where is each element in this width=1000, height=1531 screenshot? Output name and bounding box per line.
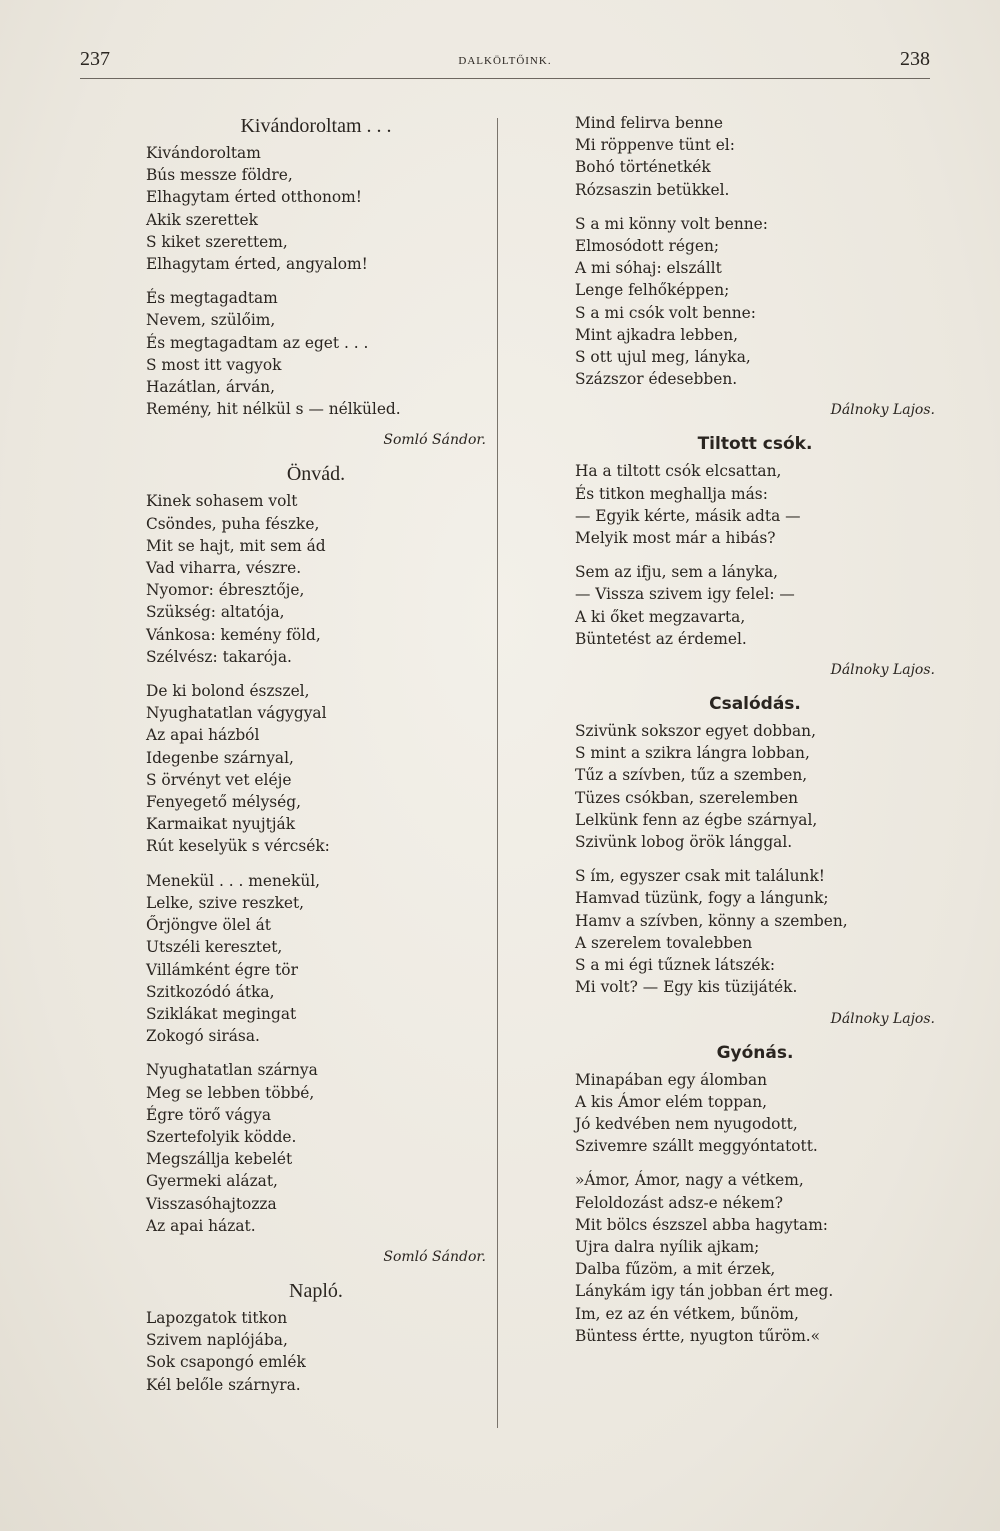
verse-line: Őrjöngve ölel át: [146, 916, 271, 935]
verse-line: Karmaikat nyujtják: [146, 815, 296, 834]
verse-line: »Ámor, Ámor, nagy a vétkem,: [575, 1171, 804, 1190]
stanza: [146, 870, 486, 1048]
verse-line: Sem az ifju, sem a lányka,: [575, 563, 779, 582]
verse-line: Megszállja kebelét: [146, 1150, 293, 1169]
verse-line: — Egyik kérte, másik adta —: [575, 506, 801, 525]
stanza: [575, 720, 935, 853]
stanza: [146, 680, 486, 858]
verse-line: A szerelem tovalebben: [575, 933, 753, 952]
poem-gyonas: [575, 1039, 935, 1347]
poem-title: Kivándoroltam . . .: [240, 115, 392, 137]
verse-line: Csöndes, puha fészke,: [146, 514, 320, 533]
poem-continued: [575, 112, 935, 420]
verse-line: Remény, hit nélkül s — nélküled.: [146, 400, 401, 419]
verse-line: Lelkünk fenn az égbe szárnyal,: [575, 810, 818, 829]
verse-line: Ujra dalra nyílik ajkam;: [575, 1237, 760, 1256]
verse-line: Nevem, szülőim,: [146, 311, 276, 330]
verse-line: De ki bolond észszel,: [146, 682, 310, 701]
stanza: [146, 142, 486, 275]
verse-line: Lenge felhőképpen;: [575, 281, 730, 300]
verse-line: Vad viharra, vészre.: [146, 559, 302, 578]
stanza: [146, 490, 486, 668]
verse-line: Büntetést az érdemel.: [575, 629, 747, 648]
poem-title: Tiltott csók.: [697, 434, 813, 455]
poem-author: Dálnoky Lajos.: [830, 662, 935, 679]
poem-title: Csalódás.: [709, 694, 801, 715]
verse-line: Idegenbe szárnyal,: [146, 748, 294, 767]
poem-title: Önvád.: [286, 463, 346, 486]
page-number-left: 237: [80, 48, 110, 70]
running-title: DALKÖLTŐINK.: [458, 55, 552, 67]
verse-line: Mind felirva benne: [575, 114, 723, 132]
verse-line: Akik szerettek: [146, 210, 258, 229]
verse-line: Jó kedvében nem nyugodott,: [575, 1114, 798, 1133]
verse-line: S a mi könny volt benne:: [575, 214, 768, 233]
column-divider: [497, 118, 498, 1428]
verse-line: S kiket szerettem,: [146, 232, 288, 251]
poem-onvad: [146, 460, 486, 1267]
verse-line: Lánykám igy tán jobban ért meg.: [575, 1282, 834, 1301]
verse-line: Melyik most már a hibás?: [575, 529, 776, 548]
right-column: [575, 112, 935, 1359]
stanza: [575, 1169, 935, 1347]
poem-title: Gyónás.: [716, 1042, 794, 1063]
verse-line: A kis Ámor elém toppan,: [575, 1092, 768, 1111]
verse-line: Ha a tiltott csók elcsattan,: [575, 462, 782, 481]
verse-line: S örvényt vet eléje: [146, 770, 292, 789]
verse-line: Vánkosa: kemény föld,: [146, 625, 321, 644]
stanza: [575, 865, 935, 998]
verse-line: Rút keselyük s vércsék:: [146, 837, 330, 856]
verse-line: Mit bölcs észszel abba hagytam:: [575, 1215, 828, 1234]
verse-line: Minapában egy álomban: [575, 1070, 768, 1089]
verse-line: Bús messze földre,: [146, 166, 293, 185]
verse-line: S most itt vagyok: [146, 355, 282, 374]
stanza: [146, 287, 486, 420]
verse-line: És megtagadtam: [146, 289, 278, 308]
stanza: [575, 112, 935, 201]
verse-line: Bohó történetkék: [575, 158, 711, 177]
verse-line: És titkon meghallja más:: [575, 484, 768, 503]
verse-line: Villámként égre tör: [146, 960, 298, 979]
verse-line: És megtagadtam az eget . . .: [146, 333, 369, 352]
left-column: [146, 112, 486, 1408]
poem-kivandoroltam: [146, 112, 486, 450]
verse-line: Fenyegető mélység,: [146, 793, 302, 812]
verse-line: Az apai házból: [146, 726, 260, 745]
verse-line: Lapozgatok titkon: [146, 1308, 288, 1327]
verse-line: Szivemre szállt meggyóntatott.: [575, 1137, 818, 1156]
verse-line: Hazátlan, árván,: [146, 378, 276, 397]
stanza: [146, 1307, 486, 1396]
poem-author: Dálnoky Lajos.: [830, 402, 935, 419]
verse-line: Menekül . . . menekül,: [146, 871, 321, 890]
verse-line: Gyermeki alázat,: [146, 1172, 278, 1191]
verse-line: S a mi csók volt benne:: [575, 303, 756, 322]
poem-title: Napló.: [289, 1279, 343, 1302]
verse-line: Büntess értte, nyugton tűröm.«: [575, 1326, 821, 1345]
verse-line: A mi sóhaj: elszállt: [575, 259, 722, 278]
verse-line: Szivünk sokszor egyet dobban,: [575, 722, 816, 741]
verse-line: Sziklákat megingat: [146, 1004, 297, 1023]
page-header: [80, 48, 930, 79]
verse-line: Mit se hajt, mit sem ád: [146, 536, 326, 555]
verse-line: Nyughatatlan szárnya: [146, 1061, 318, 1080]
verse-line: Mi volt? — Egy kis tüzijáték.: [575, 978, 798, 997]
verse-line: Lelke, szive reszket,: [146, 893, 305, 912]
verse-line: Dalba fűzöm, a mit érzek,: [575, 1260, 776, 1279]
verse-line: Nyughatatlan vágygyal: [146, 704, 327, 723]
verse-line: S ím, egyszer csak mit találunk!: [575, 867, 825, 886]
verse-line: Mi röppenve tünt el:: [575, 136, 735, 155]
verse-line: Szivünk lobog örök lánggal.: [575, 833, 793, 852]
stanza: [575, 561, 935, 650]
stanza: [575, 213, 935, 391]
verse-line: Hamvad tüzünk, fogy a lángunk;: [575, 889, 829, 908]
verse-line: Szertefolyik ködde.: [146, 1127, 297, 1146]
verse-line: S ott ujul meg, lányka,: [575, 348, 751, 367]
verse-line: Utszéli keresztet,: [146, 938, 283, 957]
verse-line: Kinek sohasem volt: [146, 492, 298, 511]
verse-line: Kivándoroltam: [146, 144, 261, 162]
poem-naplo: [146, 1277, 486, 1396]
verse-line: Rózsaszin betükkel.: [575, 180, 730, 199]
verse-line: Tűz a szívben, tűz a szemben,: [575, 766, 808, 785]
verse-line: Szükség: altatója,: [146, 603, 285, 622]
verse-line: S mint a szikra lángra lobban,: [575, 744, 810, 763]
verse-line: Szélvész: takarója.: [146, 647, 292, 666]
verse-line: Tüzes csókban, szerelemben: [575, 788, 799, 807]
verse-line: Szitkozódó átka,: [146, 982, 275, 1001]
verse-line: Meg se lebben többé,: [146, 1083, 315, 1102]
poem-author: Somló Sándor.: [383, 432, 486, 449]
poem-tiltott-csok: [575, 430, 935, 680]
verse-line: Visszasóhajtozza: [146, 1194, 277, 1213]
stanza: [575, 460, 935, 549]
page-number-right: 238: [900, 48, 930, 70]
verse-line: Égre törő vágya: [146, 1105, 272, 1124]
poem-csalodas: [575, 690, 935, 1028]
verse-line: Nyomor: ébresztője,: [146, 581, 305, 600]
verse-line: Hamv a szívben, könny a szemben,: [575, 911, 848, 930]
stanza: [146, 1059, 486, 1237]
verse-line: Feloldozást adsz-e nékem?: [575, 1193, 783, 1212]
verse-line: Az apai házat.: [146, 1216, 256, 1235]
verse-line: Szivem naplójába,: [146, 1331, 288, 1350]
verse-line: Elhagytam érted, angyalom!: [146, 255, 368, 274]
stanza: [575, 1069, 935, 1158]
verse-line: Zokogó sirása.: [146, 1027, 260, 1046]
verse-line: Mint ajkadra lebben,: [575, 325, 739, 344]
poem-author: Dálnoky Lajos.: [830, 1010, 935, 1027]
verse-line: Sok csapongó emlék: [146, 1353, 306, 1372]
verse-line: Im, ez az én vétkem, bűnöm,: [575, 1304, 799, 1323]
poem-author: Somló Sándor.: [383, 1248, 486, 1265]
verse-line: S a mi égi tűznek látszék:: [575, 956, 776, 975]
verse-line: Elhagytam érted otthonom!: [146, 188, 362, 207]
verse-line: Elmosódott régen;: [575, 237, 720, 256]
verse-line: Százszor édesebben.: [575, 370, 738, 389]
verse-line: A ki őket megzavarta,: [575, 607, 746, 626]
verse-line: Kél belőle szárnyra.: [146, 1375, 301, 1394]
verse-line: — Vissza szivem igy felel: —: [575, 585, 795, 604]
